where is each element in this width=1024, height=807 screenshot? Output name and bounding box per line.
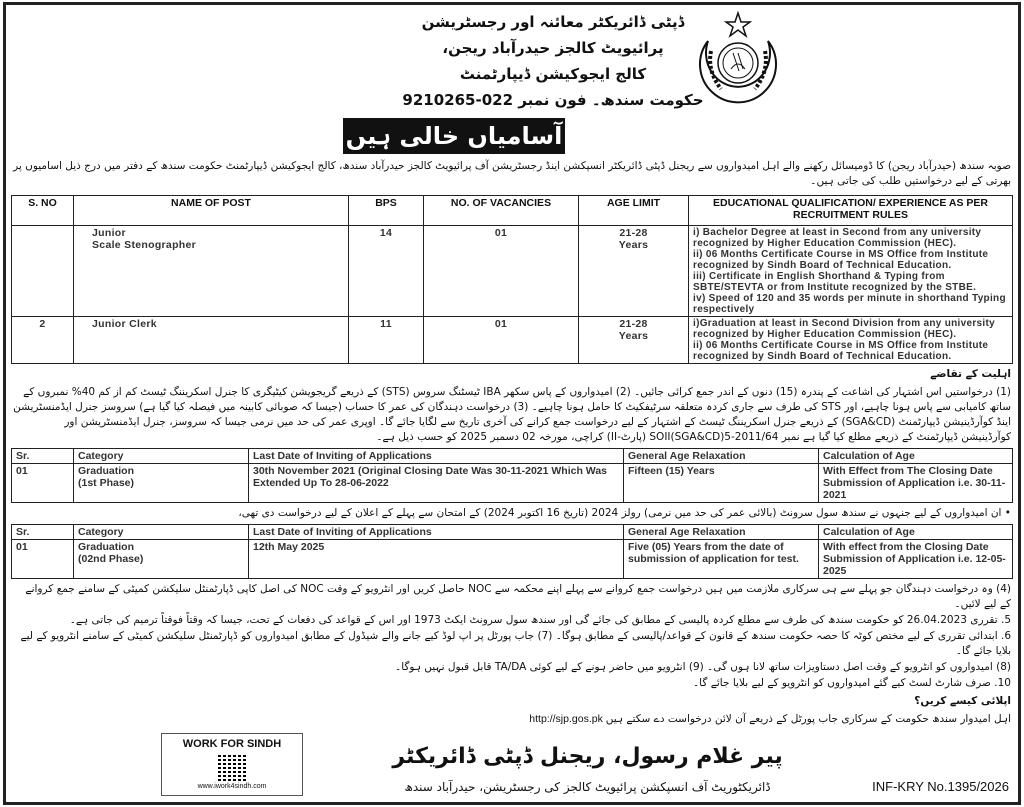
header-line: کالج ایجوکیشن ڈیپارٹمنٹ [459,65,647,83]
col-sr: Sr. [12,449,74,464]
condition-item: 10. صرف شارٹ لسٹ کیے گئے امیدواروں کو انٹرویو کے لیے بلایا جائے گا۔ [693,677,1011,689]
ad-border [3,2,1021,805]
col-relaxation: General Age Relaxation [624,525,819,540]
vacancies-banner: آسامیاں خالی ہیں [343,118,565,154]
col-bps: BPS [349,196,424,226]
intro-text: صوبہ سندھ (حیدرآباد ریجن) کا ڈومیسائل رکھنے والے اہل امیدواروں سے ریجنل ڈپٹی ڈائریکٹر انسپکشن اینڈ رجسٹریشن آف پرائیویٹ کالجز حیدرآباد سندھ، کالج ایجوکیشن ڈیپارٹمنٹ حکومت سندھ کے دفتر میں درج ذیل اسامیوں پر بھرتی کے لیے درخواستیں طلب کی جاتی ہیں۔ [13,160,1011,187]
cell-age: 21-28 Years [579,226,689,317]
cell-qualification: i) Bachelor Degree at least in Second from any university recognized by Higher Education Commission (HEC). ii) 06 Months Certificate Course in MS Office from Institute recognized by Sindh Board of Technical Education. iii) Certificate in English Shorthand & Typing from SBTE/STEVTA or from Institute recognized by the STBE. iv) Speed of 120 and 35 words per minute in shorthand Typing respectively [689,226,1013,317]
eligibility-heading: اہلیت کے تقاضے [930,368,1011,380]
apply-heading: اپلائی کیسے کریں؟ [914,695,1011,707]
cell-calculation: With effect from the Closing Date Submission of Application i.e. 12-05-2025 [819,540,1013,579]
col-sno: S. NO [12,196,74,226]
table-header-row [12,525,1013,540]
col-last-date: Last Date of Inviting of Applications [249,449,624,464]
col-vacancies: NO. OF VACANCIES [424,196,579,226]
cell-category: Graduation (1st Phase) [74,464,249,503]
cell-category: Graduation (02nd Phase) [74,540,249,579]
col-qualification: EDUCATIONAL QUALIFICATION/ EXPERIENCE AS PER RECRUITMENT RULES [689,196,1013,226]
cell-qualification: i)Graduation at least in Second Division from any university recognized by Higher Education Commission (HEC). ii) 06 Months Certificate Course in MS Office from Institute recognized by Sindh Board of Technical Education. [689,317,1013,364]
cell-last-date: 30th November 2021 (Original Closing Date Was 30-11-2021 Which Was Extended Up To 28-06-2022 [249,464,624,503]
col-age: AGE LIMIT [579,196,689,226]
condition-item: 6. ابتدائی تقرری کے لیے مختص کوٹہ کا حصہ حکومت سندھ کے قانون کے قواعد/پالیسی کے مطابق ہوگا۔ (7) جاب پورٹل پر اپ لوڈ کیے جانے والے شیڈول کے مطابق امیدواروں کو ڈپارٹمنٹل سلیکشن کمیٹی کے سامنے انٹرویو کے لیے بلایا جائے گا۔ [20,630,1011,657]
col-calculation: Calculation of Age [819,525,1013,540]
cell-sno [12,226,74,317]
condition-item: 5. تقرری 26.04.2023 کو حکومت سندھ کی طرف سے مطلع کردہ پالیسی کے مطابق کی جائے گی اور سندھ سول سرونٹ ایکٹ 1973 اور اس کے قواعد کی دفعات کے تحت، جیسا کہ وقتاً فوقتاً ترمیم کی جاتی ہے۔ [69,614,1011,626]
col-relaxation: General Age Relaxation [624,449,819,464]
office-address: ڈائریکٹوریٹ آف انسپکشن پرائیویٹ کالجز کی رجسٹریشن، حیدرآباد سندھ [404,780,771,794]
col-sr: Sr. [12,525,74,540]
table-row [12,317,1013,364]
cell-sno: 2 [12,317,74,364]
qr-code-icon [218,753,246,781]
relaxation-note: • ان امیدواروں کے لیے جنہوں نے سندھ سول سرونٹ (بالائی عمر کی حد میں نرمی) رولز 2024 (تاریخ 16 اکتوبر 2024) کے امتحان سے پہلے کے اعلان کے لیے درخواست دی تھی، [238,507,1011,519]
col-category: Category [74,525,249,540]
table-header-row [12,449,1013,464]
job-portal-link[interactable]: http://sjp.gos.pk [529,713,603,725]
cell-relaxation: Fifteen (15) Years [624,464,819,503]
cell-calculation: With Effect from The Closing Date Submission of Application i.e. 30-11-2021 [819,464,1013,503]
header-line: پرائیویٹ کالجز حیدرآباد ریجن، [442,39,664,57]
cell-bps: 14 [349,226,424,317]
cell-relaxation: Five (05) Years from the date of submission of application for test. [624,540,819,579]
condition-item: (8) امیدواروں کو انٹرویو کے وقت اصل دستاویزات ساتھ لانا ہوں گی۔ (9) انٹرویو میں حاضر ہونے کے لیے کوئی TA/DA قابل قبول نہیں ہوگا۔ [395,661,1011,673]
apply-text: اہل امیدوار سندھ حکومت کے سرکاری جاب پورٹل کے ذریعے آن لائن درخواست دے سکتے ہیں [605,713,1011,725]
badge-url[interactable]: www.iwork4sindh.com [197,783,267,790]
signatory: پیر غلام رسول، ریجنل ڈپٹی ڈائریکٹر [392,744,783,769]
eligibility-conditions: (1) درخواستیں اس اشتہار کی اشاعت کے پندرہ (15) دنوں کے اندر جمع کرائی جائیں۔ (2) امیدواروں کے پاس سکھر IBA ٹیسٹنگ سروس (STS) کے ذریعے گریجویشن کیٹیگری کا جنرل اسکریننگ ٹیسٹ کم از کم 40% نمبروں کے ساتھ کامیابی سے پاس ہونا چاہیے، اور STS کی طرف سے جاری کردہ متعلقہ سرٹیفکیٹ کا حامل ہونا چاہیے۔ (3) درخواست دہندگان کی عمر کا حساب (جیسا کہ صوبائی کابینہ میں فیصلہ کیا گیا ہے) سروسز جنرل ایڈمنسٹریشن اینڈ کوآرڈینیشن ڈیپارٹمنٹ (SGA&CD) کے ذریعے جنرل اسکریننگ ٹیسٹ کے اشتہار کے لیے درخواست جمع کرانے کی آخری تاریخ سے لگایا جائے گا۔ اوپری عمر کی حد میں نرمی جیسا کہ سروسز، جنرل ایڈمنسٹریشن اور کوآرڈینیشن ڈیپارٹمنٹ کے ذریعے مطلع کیا گیا ہے نمبر 2011/64-SOII(SGA&CD)5 (پارٹ-II) کراچی، مورخہ 02 دسمبر 2025 کو حسب ذیل ہے۔ [13,386,1011,443]
cell-vacancies: 01 [424,226,579,317]
col-name: NAME OF POST [74,196,349,226]
col-last-date: Last Date of Inviting of Applications [249,525,624,540]
age-relaxation-table-2 [11,524,1013,579]
age-relaxation-table-1 [11,448,1013,503]
cell-sr: 01 [12,464,74,503]
cell-name: Junior Scale Stenographer [74,226,349,317]
sindh-government-logo [693,11,783,107]
table-row [12,464,1013,503]
badge-title: WORK FOR SINDH [182,738,282,750]
further-conditions [13,582,1011,691]
cell-sr: 01 [12,540,74,579]
top-section [11,5,1013,157]
condition-item: (4) وہ درخواست دہندگان جو پہلے سے ہی سرکاری ملازمت میں ہیں درخواست جمع کروانے سے پہلے اپنے محکمہ سے NOC حاصل کریں اور انٹرویو کے وقت NOC کی اصل کاپی ڈپارٹمنٹل سلیکشن کمیٹی کے سامنے جمع کروانے کے لیے لائیں۔ [25,583,1011,610]
cell-name: Junior Clerk [74,317,349,364]
table-row [12,226,1013,317]
posts-table [11,195,1013,364]
col-calculation: Calculation of Age [819,449,1013,464]
cell-age: 21-28 Years [579,317,689,364]
cell-last-date: 12th May 2025 [249,540,624,579]
header-line: ڈپٹی ڈائریکٹر معائنہ اور رجسٹریشن [421,13,685,31]
table-row [12,540,1013,579]
reference-number: INF-KRY No.1395/2026 [872,779,1009,794]
col-category: Category [74,449,249,464]
cell-bps: 11 [349,317,424,364]
footer [11,733,1013,796]
table-header-row [12,196,1013,226]
signature-block [368,742,808,796]
cell-vacancies: 01 [424,317,579,364]
header-line: حکومت سندھ۔ فون نمبر 022-9210265 [402,91,704,109]
work-for-sindh-badge [161,733,303,796]
apply-line [13,712,1011,727]
